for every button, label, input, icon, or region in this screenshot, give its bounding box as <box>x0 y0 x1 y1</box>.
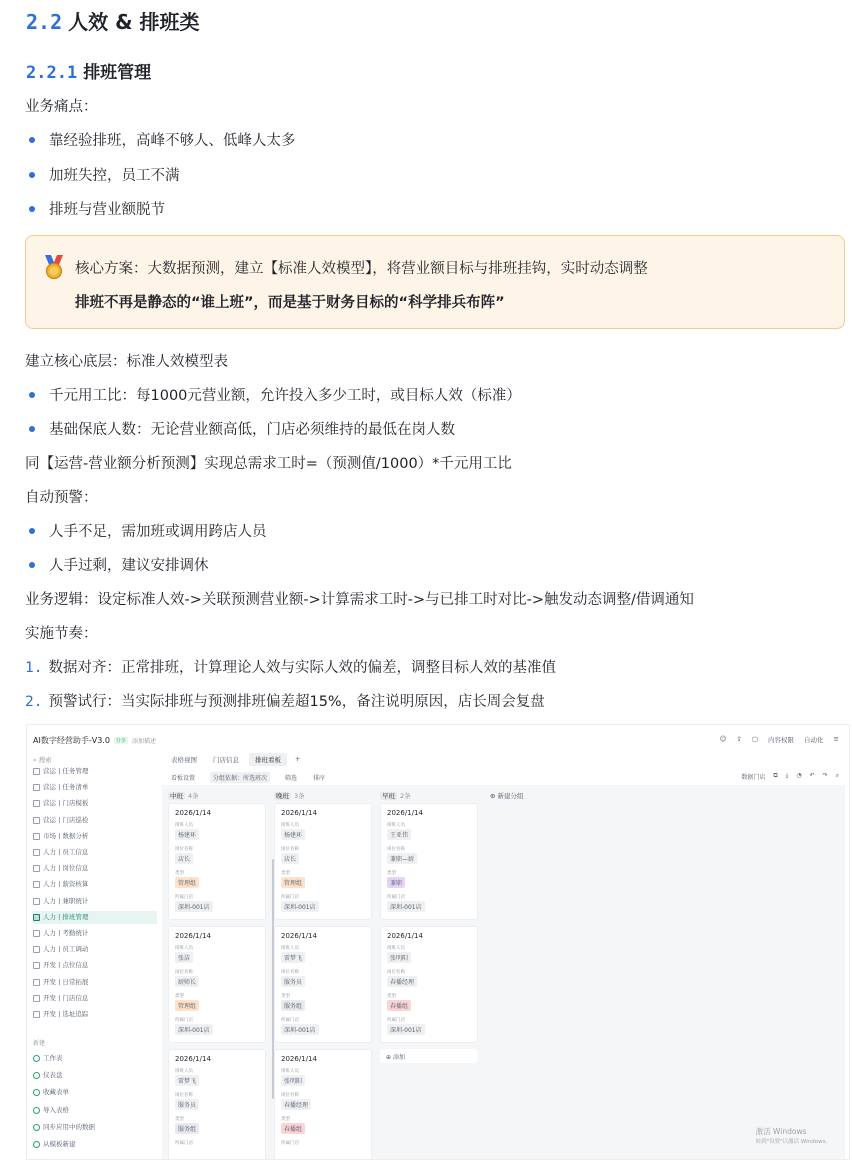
copy-icon[interactable]: ⧉ <box>773 772 778 779</box>
tab-table-view[interactable]: 表格视图 <box>171 756 197 764</box>
board-settings-button[interactable]: 看板设置 <box>171 775 196 782</box>
add-description-link[interactable]: 添加描述 <box>131 738 156 745</box>
field-label-type: 类型 <box>281 1117 290 1122</box>
board-toolbar <box>162 769 845 785</box>
table-icon <box>33 784 40 791</box>
sidebar-item[interactable]: 营运 | 门店模板 <box>33 797 157 810</box>
app-title: AI数字经营助手-V3.0 分享 添加描述 <box>33 736 156 745</box>
column-scrollbar[interactable] <box>272 859 274 1099</box>
view-tabs <box>165 753 304 766</box>
filter-button[interactable]: 筛选 <box>285 775 298 782</box>
column-name: 早班 <box>382 792 395 800</box>
store-link[interactable]: 深圳-001店 <box>387 901 425 912</box>
app-sidebar <box>27 753 161 1160</box>
field-label-staff: 排班人员 <box>281 823 299 828</box>
column-count: 2条 <box>400 792 411 800</box>
sidebar-item[interactable]: 营运 | 任务管理 <box>33 765 157 778</box>
sidebar-item[interactable]: 开发 | 选址追踪 <box>33 1008 157 1021</box>
table-icon <box>33 865 40 872</box>
field-label-type: 类型 <box>175 994 184 999</box>
field-label-post: 岗位名称 <box>281 970 299 975</box>
sidebar-item[interactable]: 人力 | 员工调动 <box>33 943 157 956</box>
table-icon <box>33 817 40 824</box>
table-icon <box>33 849 40 856</box>
sidebar-item[interactable]: 人力 | 兼职统计 <box>33 895 157 908</box>
model-label: 建立核心底层：标准人效模型表 <box>25 354 228 370</box>
sidebar-section-new: 新建 <box>33 1040 46 1047</box>
schedule-card[interactable] <box>168 926 266 1043</box>
card-date: 2026/1/14 <box>281 932 317 940</box>
add-card-label: 添加 <box>392 1054 405 1061</box>
pain-point: 靠经验排班，高峰不够人、低峰人太多 <box>25 129 296 150</box>
type-chip: 兼职 <box>387 877 405 888</box>
tab-store-info[interactable]: 门店信息 <box>213 756 239 764</box>
type-chip: 管理组 <box>175 1000 199 1011</box>
field-label-type: 类型 <box>387 871 396 876</box>
collab-icon[interactable]: ☺ <box>719 735 727 743</box>
table-icon <box>33 881 40 888</box>
comment-icon[interactable]: ▢ <box>751 735 759 743</box>
windows-activation-watermark: 激活 Windows 转到"设置"以激活 Windows。 <box>755 1127 831 1145</box>
field-label-store: 所属门店 <box>175 1141 193 1146</box>
add-tab-button[interactable]: + <box>295 755 301 763</box>
card-date: 2026/1/14 <box>281 809 317 817</box>
tool-icon <box>33 1107 40 1114</box>
sidebar-tool-item[interactable]: 从模板新建 <box>33 1138 157 1151</box>
staff-link[interactable]: 王亚伟 <box>387 829 411 840</box>
alert-label: 自动预警： <box>25 490 98 506</box>
pain-point: 加班失控，员工不满 <box>25 164 180 185</box>
sidebar-item[interactable]: 开发 | 点位信息 <box>33 959 157 972</box>
business-logic: 业务逻辑：设定标准人效->关联预测营业额->计算需求工时->与已排工时对比->触发动态调整/借调通知 <box>25 592 694 608</box>
table-icon <box>33 898 40 905</box>
type-chip: 管理组 <box>281 877 305 888</box>
sidebar-tool-item[interactable]: 导入表格 <box>33 1104 157 1117</box>
field-label-post: 岗位名称 <box>281 847 299 852</box>
field-label-staff: 排班人员 <box>281 1069 299 1074</box>
sidebar-item[interactable]: 市场 | 数据分析 <box>33 830 157 843</box>
column-name: 中班 <box>170 792 183 800</box>
card-date: 2026/1/14 <box>175 809 211 817</box>
table-icon <box>33 979 40 986</box>
field-label-post: 岗位名称 <box>175 970 193 975</box>
post-link[interactable]: 服务员 <box>281 976 305 987</box>
type-chip: 管理组 <box>175 877 199 888</box>
sort-button[interactable]: 排序 <box>313 775 326 782</box>
undo-icon[interactable]: ↶ <box>809 772 815 779</box>
staff-link[interactable]: 张洁 <box>175 952 193 963</box>
staff-link[interactable]: 张明阳 <box>387 952 411 963</box>
tool-icon <box>33 1124 40 1131</box>
type-chip: 春播组 <box>281 1123 305 1134</box>
section-heading-2-2: 2.2 人效 & 排班类 <box>26 10 200 34</box>
field-label-staff: 排班人员 <box>175 823 193 828</box>
kanban-board <box>162 769 845 1160</box>
rhythm-step: 1. 数据对齐：正常排班，计算理论人效与实际人效的偏差，调整目标人效的基准值 <box>25 660 556 676</box>
tool-icon <box>33 1089 40 1096</box>
rhythm-label: 实施节奏： <box>25 626 98 642</box>
staff-link[interactable]: 杨建环 <box>175 829 199 840</box>
type-chip: 春播组 <box>387 1000 411 1011</box>
post-link[interactable]: 店长 <box>175 853 193 864</box>
schedule-card[interactable] <box>380 926 478 1043</box>
stats-icon[interactable]: ◔ <box>796 772 802 779</box>
field-label-type: 类型 <box>281 871 290 876</box>
section-heading-2-2-1: 2.2.1 排班管理 <box>26 63 152 83</box>
content-permission-button[interactable]: 内容权限 <box>768 736 795 744</box>
staff-link[interactable]: 雷梦飞 <box>175 1075 199 1086</box>
field-label-post: 岗位名称 <box>387 970 405 975</box>
sidebar-item[interactable]: 营运 | 任务清单 <box>33 781 157 794</box>
post-link[interactable]: 兼职—厨 <box>387 853 417 864</box>
type-chip: 服务组 <box>281 1000 305 1011</box>
schedule-card[interactable] <box>168 1049 266 1160</box>
model-point: 千元用工比：每1000元营业额，允许投入多少工时，或目标人效（标准） <box>25 384 521 405</box>
field-label-staff: 排班人员 <box>281 946 299 951</box>
sidebar-item[interactable]: 人力 | 岗位信息 <box>33 862 157 875</box>
rhythm-step: 2. 预警试行：当实际排班与预测排班偏差超15%，备注说明原因，店长周会复盘 <box>25 694 545 710</box>
card-date: 2026/1/14 <box>281 1055 317 1063</box>
schedule-card[interactable] <box>274 926 372 1043</box>
schedule-card[interactable] <box>274 1049 372 1160</box>
board-toolbar-right <box>741 772 839 781</box>
sidebar-item[interactable]: 人力 | 考勤统计 <box>33 927 157 940</box>
field-label-staff: 排班人员 <box>175 946 193 951</box>
schedule-card[interactable] <box>168 803 266 920</box>
table-icon <box>33 930 40 937</box>
share-icon[interactable]: ⇪ <box>736 735 742 743</box>
store-link[interactable]: 深圳-001店 <box>281 901 319 912</box>
medal-icon <box>42 254 66 280</box>
table-icon <box>33 946 40 953</box>
automation-button[interactable]: 自动化 <box>804 736 824 744</box>
alert-point: 人手不足，需加班或调用跨店人员 <box>25 520 267 541</box>
sidebar-item[interactable]: 人力 | 薪资核算 <box>33 878 157 891</box>
sidebar-search[interactable]: ⌕ 搜索 <box>33 756 52 764</box>
post-link[interactable]: 店长 <box>281 853 299 864</box>
card-date: 2026/1/14 <box>175 1055 211 1063</box>
sidebar-item[interactable]: 人力 | 员工信息 <box>33 846 157 859</box>
field-label-post: 岗位名称 <box>387 847 405 852</box>
field-label-store: 所属门店 <box>175 1018 193 1023</box>
app-top-tools <box>720 735 839 744</box>
card-date: 2026/1/14 <box>387 809 423 817</box>
formula-text: 同【运营-营业额分析预测】实现总需求工时=（预测值/1000）*千元用工比 <box>25 456 512 472</box>
sidebar-item[interactable]: 营运 | 门店巡检 <box>33 814 157 827</box>
redo-icon[interactable]: ↷ <box>822 772 828 779</box>
field-label-store: 所属门店 <box>281 1018 299 1023</box>
sidebar-tool-item[interactable]: 工作表 <box>33 1052 157 1065</box>
callout-line-1: 核心方案：大数据预测，建立【标准人效模型】，将营业额目标与排班挂钩，实时动态调整 <box>75 261 648 277</box>
store-link[interactable]: 深圳-001店 <box>281 1024 319 1035</box>
table-icon <box>33 914 40 921</box>
field-label-store: 所属门店 <box>281 1141 299 1146</box>
app-screenshot <box>26 724 850 1160</box>
table-icon <box>33 962 40 969</box>
field-label-store: 所属门店 <box>281 895 299 900</box>
tool-icon <box>33 1072 40 1079</box>
share-tag: 分享 <box>115 738 126 744</box>
add-card-button[interactable]: ⊕ 添加 <box>380 1049 478 1063</box>
table-icon <box>33 768 40 775</box>
table-icon <box>33 1011 40 1018</box>
alert-point: 人手过剩，建议安排调休 <box>25 554 209 575</box>
staff-link[interactable]: 雷梦飞 <box>281 952 305 963</box>
field-label-type: 类型 <box>175 871 184 876</box>
post-link[interactable]: 服务员 <box>175 1099 199 1110</box>
schedule-card[interactable] <box>274 803 372 920</box>
export-icon[interactable]: ⤓ <box>785 772 789 779</box>
field-label-store: 所属门店 <box>387 895 405 900</box>
post-link[interactable]: 厨师长 <box>175 976 199 987</box>
sidebar-tool-item[interactable]: 收藏表单 <box>33 1086 157 1099</box>
card-date: 2026/1/14 <box>175 932 211 940</box>
sidebar-tool-item[interactable]: 仪表盘 <box>33 1069 157 1082</box>
table-icon <box>33 995 40 1002</box>
menu-icon[interactable]: ≡ <box>833 735 839 743</box>
model-point: 基础保底人数：无论营业额高低，门店必须维持的最低在岗人数 <box>25 418 455 439</box>
tool-icon <box>33 1141 40 1148</box>
field-label-post: 岗位名称 <box>175 847 193 852</box>
field-label-staff: 排班人员 <box>387 823 405 828</box>
column-count: 4条 <box>188 792 199 800</box>
field-label-staff: 排班人员 <box>387 946 405 951</box>
column-count: 3条 <box>294 792 305 800</box>
group-by-button[interactable]: 分组依据：所选班次 <box>210 772 270 783</box>
sidebar-item[interactable]: 开发 | 日常拓展 <box>33 976 157 989</box>
field-label-type: 类型 <box>387 994 396 999</box>
table-icon <box>33 800 40 807</box>
schedule-card[interactable] <box>380 803 478 920</box>
store-link[interactable]: 深圳-001店 <box>175 901 213 912</box>
field-label-staff: 排班人员 <box>175 1069 193 1074</box>
store-filter-dropdown[interactable]: 数据门店 <box>741 774 766 781</box>
store-link[interactable]: 深圳-001店 <box>387 1024 425 1035</box>
store-link[interactable]: 深圳-001店 <box>175 1024 213 1035</box>
search-icon[interactable]: ⌕ <box>835 772 839 779</box>
field-label-type: 类型 <box>175 1117 184 1122</box>
column-header[interactable] <box>274 791 305 800</box>
sidebar-item[interactable]: 人力 | 排班管理 <box>33 911 157 924</box>
card-date: 2026/1/14 <box>387 932 423 940</box>
post-link[interactable]: 春播经理 <box>387 976 417 987</box>
field-label-type: 类型 <box>281 994 290 999</box>
pain-label: 业务痛点： <box>25 99 98 115</box>
tool-icon <box>33 1055 40 1062</box>
app-topbar <box>27 725 849 753</box>
post-link[interactable]: 春播经理 <box>281 1099 311 1110</box>
field-label-post: 岗位名称 <box>281 1093 299 1098</box>
field-label-post: 岗位名称 <box>175 1093 193 1098</box>
type-chip: 服务组 <box>175 1123 199 1134</box>
new-group-button[interactable]: ⊕ 新建分组 <box>490 792 524 800</box>
column-header[interactable] <box>380 791 411 800</box>
staff-link[interactable]: 张明阳 <box>281 1075 305 1086</box>
sidebar-item[interactable]: 开发 | 门店信息 <box>33 992 157 1005</box>
callout-line-2: 排班不再是静态的“谁上班”，而是基于财务目标的“科学排兵布阵” <box>75 295 505 311</box>
column-name: 晚班 <box>276 792 289 800</box>
tab-schedule-board[interactable]: 排班看板 <box>249 753 287 766</box>
field-label-store: 所属门店 <box>175 895 193 900</box>
core-solution-callout <box>25 235 845 329</box>
staff-link[interactable]: 杨建环 <box>281 829 305 840</box>
pain-point: 排班与营业额脱节 <box>25 198 165 219</box>
field-label-store: 所属门店 <box>387 1018 405 1023</box>
column-header[interactable] <box>168 791 199 800</box>
sidebar-tool-item[interactable]: 同步应用中的数据 <box>33 1121 157 1134</box>
table-icon <box>33 833 40 840</box>
